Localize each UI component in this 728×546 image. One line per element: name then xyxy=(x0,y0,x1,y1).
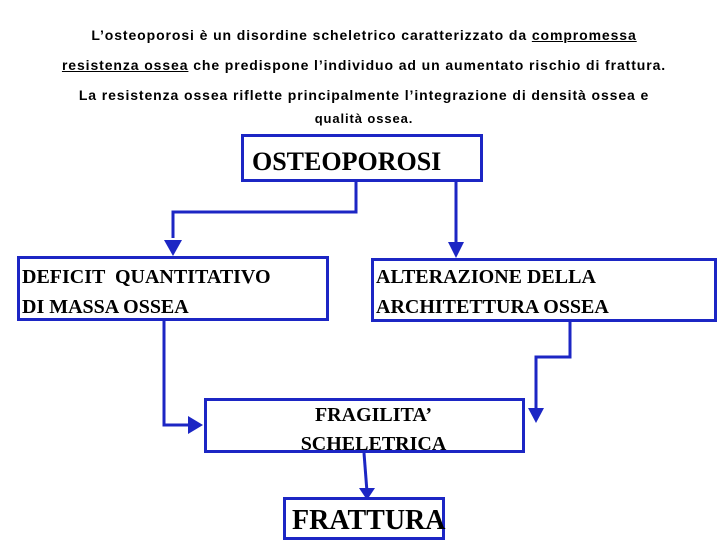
node-fragilita-line-2: SCHELETRICA xyxy=(300,433,447,455)
arrowhead-fragilita-left xyxy=(188,416,203,434)
arrow-alterazione-to-fragilita xyxy=(536,322,570,410)
intro-underlined-compromessa: compromessa xyxy=(531,27,637,43)
intro-line-2-text: che predispone l’individuo ad un aumentato rischio di frattura. xyxy=(188,57,667,73)
arrow-deficit-to-fragilita xyxy=(164,321,190,425)
intro-line-4: qualità ossea. xyxy=(314,111,414,126)
node-osteoporosi-label: OSTEOPOROSI xyxy=(252,147,442,176)
node-deficit-quantitativo xyxy=(17,256,329,321)
intro-line-1-text: L’osteoporosi è un disordine scheletrico caratterizzato da xyxy=(91,27,532,43)
node-fragilita-line-1: FRAGILITA’ xyxy=(314,404,433,426)
arrowhead-deficit xyxy=(164,240,182,256)
node-deficit-line-2: DI MASSA OSSEA xyxy=(22,296,189,318)
node-osteoporosi xyxy=(241,134,483,182)
node-alterazione-line-2: ARCHITETTURA OSSEA xyxy=(376,296,609,318)
node-alterazione-architettura xyxy=(371,258,717,322)
node-deficit-line-1: DEFICIT QUANTITATIVO xyxy=(22,266,271,288)
intro-underlined-resistenza: resistenza ossea xyxy=(61,57,189,73)
node-alterazione-line-1: ALTERAZIONE DELLA xyxy=(376,266,596,288)
arrow-osteoporosi-to-deficit xyxy=(173,182,356,238)
node-frattura xyxy=(283,497,445,540)
node-frattura-label: FRATTURA xyxy=(292,505,446,536)
node-fragilita-scheletrica xyxy=(204,398,525,453)
arrowhead-alterazione xyxy=(448,242,464,258)
arrowhead-fragilita-right xyxy=(528,408,544,423)
intro-line-3: La resistenza ossea riflette principalmente l’integrazione di densità ossea e xyxy=(78,87,650,103)
